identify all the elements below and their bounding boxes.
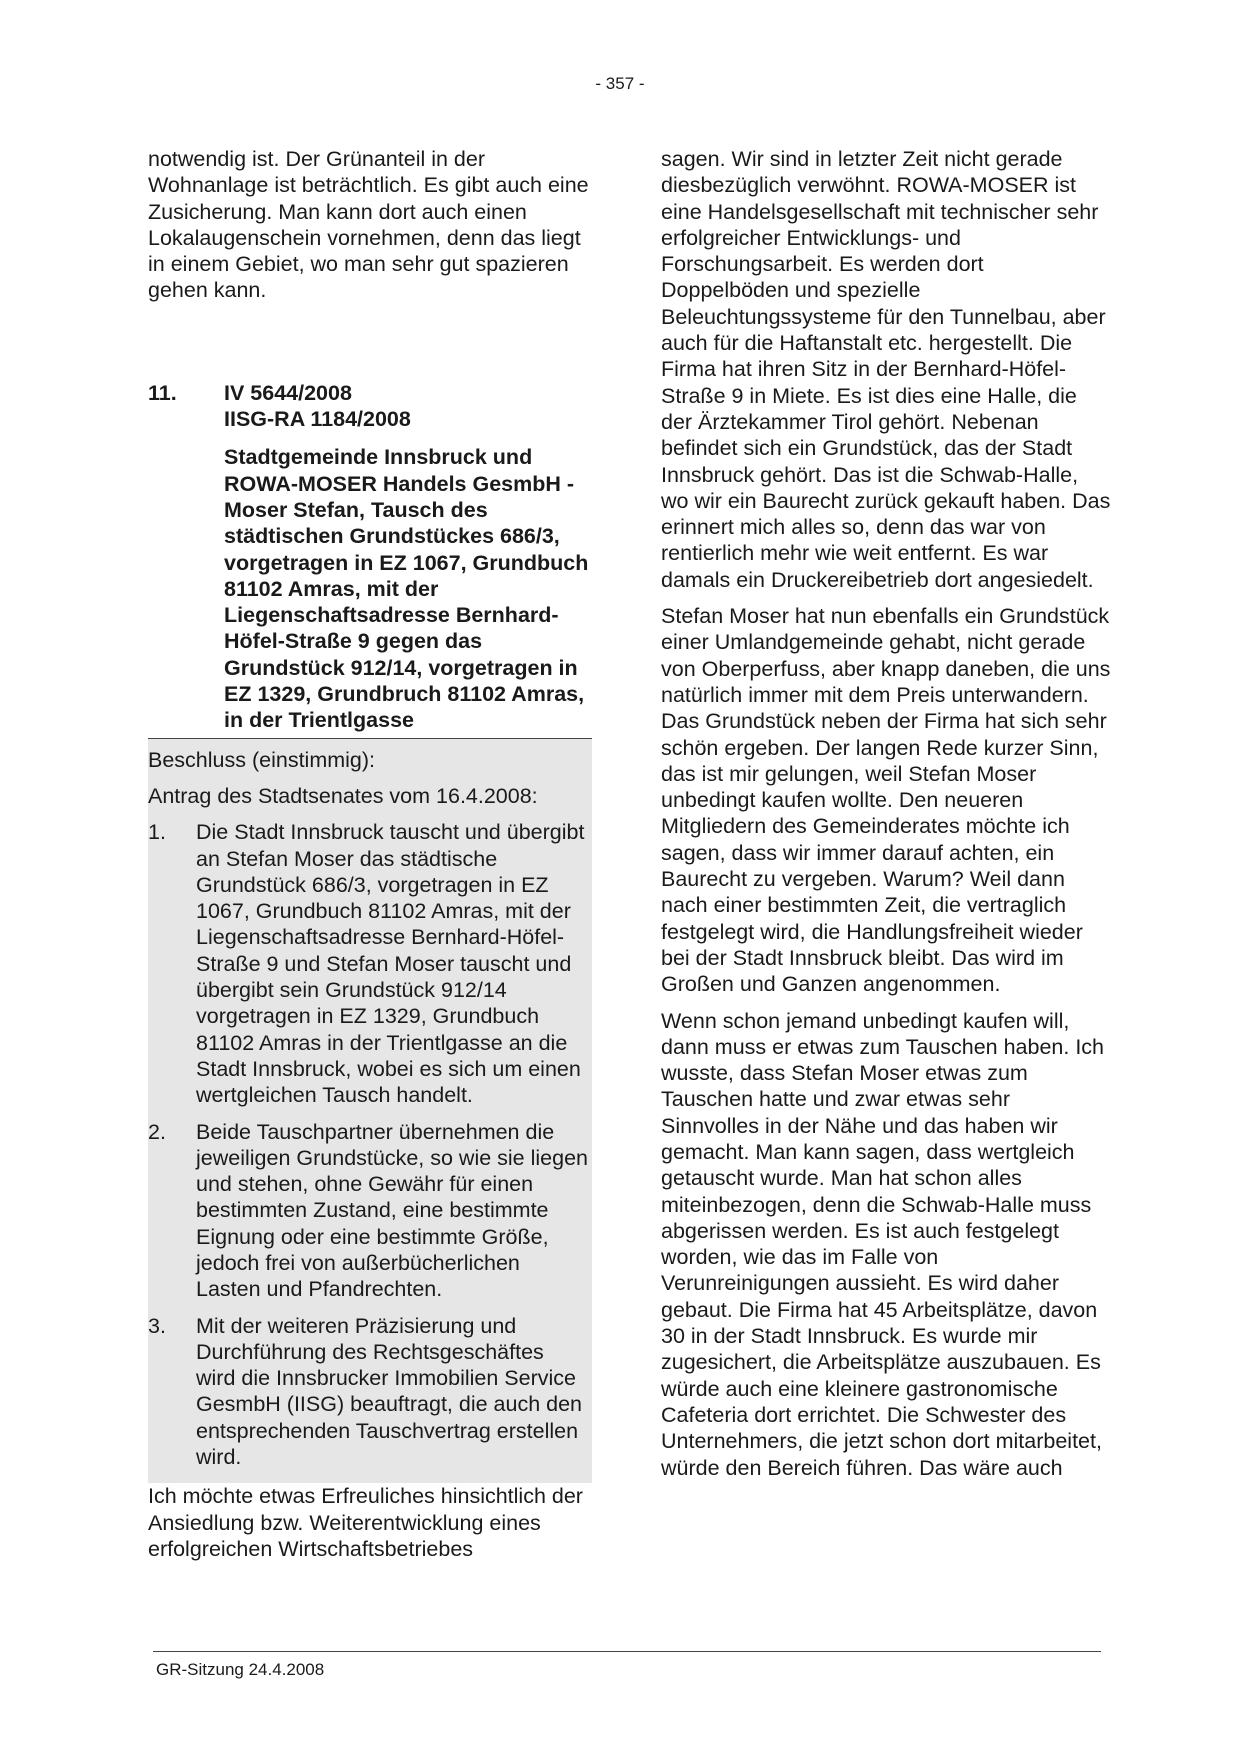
decision-item-text: Beide Tauschpartner übernehmen die jeweiligen Grundstücke, so wie sie liegen und stehen, ohne Gewähr für einen bestimmten Zustand, eine bestimmte Eignung oder eine bestimmte Größe, jedoch frei von außerbücherlichen Lasten und Pfandrechten. bbox=[196, 1119, 588, 1302]
body-paragraph: sagen. Wir sind in letzter Zeit nicht gerade diesbezüglich verwöhnt. ROWA-MOSER ist eine Handelsgesellschaft mit technischer sehr erfolgreicher Entwicklungs- und Forschungsarbeit. Es werden dort Doppelböden und spezielle Beleuchtungssysteme für den Tunnelbau, aber auch für die Haftanstalt etc. hergestellt. Die Firma hat ihren Sitz in der Bernhard-Höfel-Straße 9 in Miete. Es ist dies eine Halle, die der Ärztekammer Tirol gehört. Nebenan befindet sich ein Grundstück, das der Stadt Innsbruck gehört. Das ist die Schwab-Halle, wo wir ein Baurecht zurück gekauft haben. Das erinnert mich alles so, denn das war von rentierlich mehr wie weit entfernt. Es war damals ein Druckereibetrieb dort angesiedelt. bbox=[661, 147, 1111, 592]
agenda-references bbox=[224, 380, 592, 433]
decision-heading: Beschluss (einstimmig): bbox=[148, 747, 375, 772]
agenda-title: Stadtgemeinde Innsbruck und ROWA-MOSER Handels GesmbH - Moser Stefan, Tausch des städtischen Grundstückes 686/3, vorgetragen in EZ 1067, Grundbuch 81102 Amras, mit der Liegenschaftsadresse Bernhard-Höfel-Straße 9 gegen das Grundstück 912/14, vorgetragen in EZ 1329, Grundbruch 81102 Amras, in der Trientlgasse bbox=[224, 445, 589, 733]
left-column bbox=[148, 146, 592, 1572]
body-paragraph: Stefan Moser hat nun ebenfalls ein Grundstück einer Umlandgemeinde gehabt, nicht gerade von Oberperfuss, aber knapp daneben, die uns natürlich immer mit dem Preis unterwandern. Das Grundstück neben der Firma hat sich sehr schön ergeben. Der langen Rede kurzer Sinn, das ist mir gelungen, weil Stefan Moser unbedingt kaufen wollte. Den neueren Mitgliedern des Gemeinderates möchte ich sagen, dass wir immer darauf achten, ein Baurecht zu vergeben. Warum? Weil dann nach einer bestimmten Zeit, die vertraglich festgelegt wird, die Handlungsfreiheit wieder bei der Stadt Innsbruck bleibt. Das wird im Großen und Ganzen angenommen. bbox=[661, 604, 1111, 997]
decision-item bbox=[148, 819, 592, 1108]
decision-item-number: 2. bbox=[148, 1119, 166, 1144]
decision-list bbox=[148, 819, 592, 1470]
agenda-item bbox=[148, 380, 592, 736]
page-number: - 357 - bbox=[595, 74, 645, 93]
agenda-ref-iisg: IISG-RA 1184/2008 bbox=[224, 407, 411, 432]
right-column bbox=[661, 146, 1111, 1491]
motion-line: Antrag des Stadtsenates vom 16.4.2008: bbox=[148, 783, 538, 808]
decision-item-number: 1. bbox=[148, 820, 166, 845]
footer-divider bbox=[153, 1651, 1101, 1652]
decision-item bbox=[148, 1119, 592, 1303]
intro-paragraph: notwendig ist. Der Grünanteil in der Wohnanlage ist beträchtlich. Es gibt auch eine Zusicherung. Man kann dort auch einen Lokalaugenschein vornehmen, denn das liegt in einem Gebiet, wo man sehr gut spazieren gehen kann. bbox=[148, 147, 589, 303]
agenda-ref-iv: IV 5644/2008 bbox=[224, 380, 352, 405]
closing-paragraph: Ich möchte etwas Erfreuliches hinsichtlich der Ansiedlung bzw. Weiterentwicklung eines erfolgreichen Wirtschaftsbetriebes bbox=[148, 1484, 583, 1561]
decision-item-text: Die Stadt Innsbruck tauscht und übergibt an Stefan Moser das städtische Grundstück 686/3, vorgetragen in EZ 1067, Grundbuch 81102 Amras, mit der Liegenschaftsadresse Bernhard-Höfel-Straße 9 und Stefan Moser tauscht und übergibt sein Grundstück 912/14 vorgetragen in EZ 1329, Grundbuch 81102 Amras in der Trientlgasse an die Stadt Innsbruck, wobei es sich um einen wertgleichen Tausch handelt. bbox=[196, 820, 585, 1108]
body-paragraph: Wenn schon jemand unbedingt kaufen will, dann muss er etwas zum Tauschen haben. Ich wusste, dass Stefan Moser etwas zum Tauschen hatte und zwar etwas sehr Sinnvolles in der Nähe und das haben wir gemacht. Man kann sagen, dass wertgleich getauscht wurde. Man hat schon alles miteinbezogen, denn die Schwab-Halle muss abgerissen werden. Es ist auch festgelegt worden, wie das im Falle von Verunreinigungen aussieht. Es wird daher gebaut. Die Firma hat 45 Arbeitsplätze, davon 30 in der Stadt Innsbruck. Es wurde mir zugesichert, die Arbeitsplätze auszubauen. Es würde auch eine kleinere gastronomische Cafeteria dort errichtet. Die Schwester des Unternehmers, die jetzt schon dort mitarbeitet, würde den Bereich führen. Das wäre auch bbox=[661, 1008, 1104, 1480]
decision-item-text: Mit der weiteren Präzisierung und Durchführung des Rechtsgeschäftes wird die Innsbrucker Immobilien Service GesmbH (IISG) beauftragt, die auch den entsprechenden Tauschvertrag erstellen wird. bbox=[196, 1313, 583, 1470]
footer-session-date: GR-Sitzung 24.4.2008 bbox=[156, 1660, 325, 1679]
decision-item-number: 3. bbox=[148, 1313, 166, 1338]
agenda-number: 11. bbox=[148, 380, 177, 405]
decision-item bbox=[148, 1313, 592, 1471]
decision-box bbox=[148, 739, 592, 1484]
